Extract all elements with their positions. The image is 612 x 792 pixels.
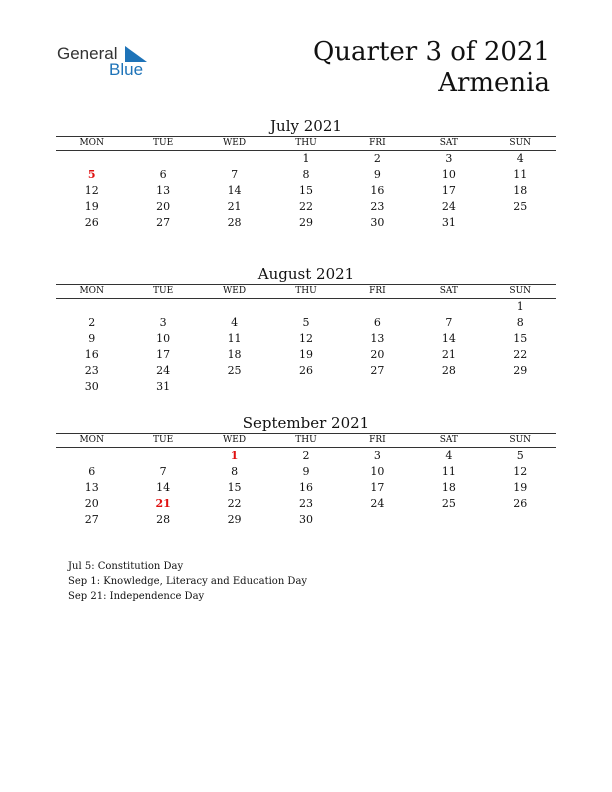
empty-day-cell: [342, 379, 413, 395]
day-cell: 21: [441, 348, 456, 361]
holiday-note: Sep 21: Independence Day: [68, 591, 205, 602]
day-cell: 1: [516, 300, 524, 313]
day-cell: 27: [370, 364, 385, 377]
day-cell: 29: [513, 364, 528, 377]
day-cell: 14: [441, 332, 456, 345]
day-cell: 14: [156, 481, 171, 494]
day-cell: 5: [302, 316, 310, 329]
day-cell: 1: [302, 152, 310, 165]
day-cell: 27: [156, 216, 171, 229]
day-cell: 30: [298, 513, 313, 526]
day-cell: 7: [445, 316, 453, 329]
weekday-label: SAT: [439, 138, 458, 148]
day-cell: 3: [445, 152, 453, 165]
month-july: [56, 116, 556, 231]
day-cell: 2: [302, 449, 310, 462]
day-cell: 29: [227, 513, 242, 526]
weekday-label: TUE: [153, 286, 174, 296]
weekday-header: [56, 284, 556, 299]
weekday-label: THU: [295, 138, 317, 148]
day-cell: 25: [513, 200, 528, 213]
day-cell: 19: [513, 481, 528, 494]
day-cell: 15: [227, 481, 242, 494]
day-cell: 6: [373, 316, 381, 329]
day-cell: 11: [227, 332, 242, 345]
day-cell: 20: [84, 497, 99, 510]
weekday-label: FRI: [369, 435, 386, 445]
page-title-country: Armenia: [438, 68, 550, 98]
empty-day-cell: [342, 512, 413, 528]
empty-day-cell: [485, 512, 556, 528]
weekday-label: WED: [223, 286, 247, 296]
day-cell: 26: [298, 364, 313, 377]
day-cell: 24: [441, 200, 456, 213]
page-title: [313, 37, 550, 99]
day-cell: 24: [370, 497, 385, 510]
day-cell: 12: [298, 332, 313, 345]
day-cell: 21: [227, 200, 242, 213]
day-cell: 17: [156, 348, 171, 361]
day-cell: 13: [156, 184, 171, 197]
day-cell: 15: [513, 332, 528, 345]
day-cell: 7: [159, 465, 167, 478]
holiday-note: Jul 5: Constitution Day: [68, 561, 184, 572]
day-cell: 11: [441, 465, 456, 478]
day-cell: 14: [227, 184, 242, 197]
holiday-note: Sep 1: Knowledge, Literacy and Education Day: [68, 576, 308, 587]
day-cell: 28: [441, 364, 456, 377]
day-cell: 31: [441, 216, 456, 229]
empty-day-cell: [56, 299, 127, 315]
day-cell: 27: [84, 513, 99, 526]
day-cell: 13: [370, 332, 385, 345]
empty-day-cell: [199, 299, 270, 315]
day-cell: 16: [370, 184, 385, 197]
empty-day-cell: [127, 299, 198, 315]
day-cell: 10: [156, 332, 171, 345]
day-cell: 9: [373, 168, 381, 181]
weekday-label: MON: [79, 138, 104, 148]
day-grid: [56, 151, 556, 231]
month-september: [56, 413, 556, 528]
day-cell: 10: [441, 168, 456, 181]
day-grid: [56, 448, 556, 528]
empty-day-cell: [56, 448, 127, 464]
day-cell: 2: [373, 152, 381, 165]
day-cell: 29: [298, 216, 313, 229]
weekday-label: SAT: [439, 286, 458, 296]
weekday-label: MON: [79, 435, 104, 445]
empty-day-cell: [342, 299, 413, 315]
day-cell: 16: [298, 481, 313, 494]
day-cell: 26: [513, 497, 528, 510]
empty-day-cell: [270, 299, 341, 315]
month-title: July 2021: [270, 117, 342, 135]
weekday-label: SUN: [509, 138, 532, 148]
day-cell: 18: [513, 184, 528, 197]
empty-day-cell: [56, 151, 127, 167]
day-cell: 19: [298, 348, 313, 361]
day-cell: 19: [84, 200, 99, 213]
empty-day-cell: [485, 379, 556, 395]
day-cell: 9: [88, 332, 96, 345]
day-cell: 20: [156, 200, 171, 213]
day-cell: 18: [227, 348, 242, 361]
day-cell: 9: [302, 465, 310, 478]
day-cell: 4: [445, 449, 453, 462]
day-cell: 12: [84, 184, 99, 197]
weekday-header: [56, 136, 556, 151]
empty-day-cell: [199, 379, 270, 395]
month-august: [56, 264, 556, 395]
day-cell: 22: [227, 497, 242, 510]
day-cell: 28: [227, 216, 242, 229]
weekday-label: THU: [295, 286, 317, 296]
day-cell: 15: [298, 184, 313, 197]
day-cell: 3: [373, 449, 381, 462]
weekday-label: SUN: [509, 286, 532, 296]
day-cell: 12: [513, 465, 528, 478]
weekday-label: SAT: [439, 435, 458, 445]
holiday-day-cell: 1: [230, 449, 239, 462]
empty-day-cell: [485, 215, 556, 231]
logo-text-blue: Blue: [109, 60, 144, 79]
empty-day-cell: [413, 299, 484, 315]
day-cell: 30: [84, 380, 99, 393]
day-cell: 22: [513, 348, 528, 361]
day-cell: 17: [441, 184, 456, 197]
empty-day-cell: [270, 379, 341, 395]
weekday-label: FRI: [369, 286, 386, 296]
day-cell: 25: [227, 364, 242, 377]
holiday-notes: [68, 559, 307, 604]
day-cell: 10: [370, 465, 385, 478]
day-cell: 25: [441, 497, 456, 510]
empty-day-cell: [413, 512, 484, 528]
day-cell: 30: [370, 216, 385, 229]
holiday-day-cell: 5: [87, 168, 96, 181]
day-cell: 6: [88, 465, 96, 478]
weekday-label: MON: [79, 286, 104, 296]
day-cell: 4: [231, 316, 239, 329]
day-cell: 31: [156, 380, 171, 393]
day-cell: 24: [156, 364, 171, 377]
empty-day-cell: [127, 448, 198, 464]
empty-day-cell: [127, 151, 198, 167]
day-cell: 23: [370, 200, 385, 213]
logo: [57, 44, 157, 84]
day-cell: 8: [516, 316, 524, 329]
weekday-label: FRI: [369, 138, 386, 148]
day-cell: 5: [516, 449, 524, 462]
logo-text-general: General: [57, 44, 118, 63]
day-cell: 13: [84, 481, 99, 494]
day-cell: 18: [441, 481, 456, 494]
weekday-label: TUE: [153, 435, 174, 445]
weekday-label: THU: [295, 435, 317, 445]
day-cell: 28: [156, 513, 171, 526]
empty-day-cell: [413, 379, 484, 395]
day-cell: 22: [298, 200, 313, 213]
weekday-label: WED: [223, 435, 247, 445]
month-title: September 2021: [242, 414, 370, 432]
page-title-quarter: Quarter 3 of 2021: [312, 37, 550, 67]
day-grid: [56, 299, 556, 395]
day-cell: 16: [84, 348, 99, 361]
day-cell: 4: [516, 152, 524, 165]
day-cell: 6: [159, 168, 167, 181]
day-cell: 2: [88, 316, 96, 329]
day-cell: 11: [513, 168, 528, 181]
weekday-header: [56, 433, 556, 448]
day-cell: 20: [370, 348, 385, 361]
day-cell: 8: [231, 465, 239, 478]
day-cell: 17: [370, 481, 385, 494]
day-cell: 26: [84, 216, 99, 229]
month-title: August 2021: [257, 265, 355, 283]
weekday-label: TUE: [153, 138, 174, 148]
weekday-label: WED: [223, 138, 247, 148]
holiday-day-cell: 21: [155, 497, 171, 510]
day-cell: 23: [298, 497, 313, 510]
day-cell: 3: [159, 316, 167, 329]
day-cell: 8: [302, 168, 310, 181]
empty-day-cell: [199, 151, 270, 167]
day-cell: 7: [231, 168, 239, 181]
weekday-label: SUN: [509, 435, 532, 445]
day-cell: 23: [84, 364, 99, 377]
